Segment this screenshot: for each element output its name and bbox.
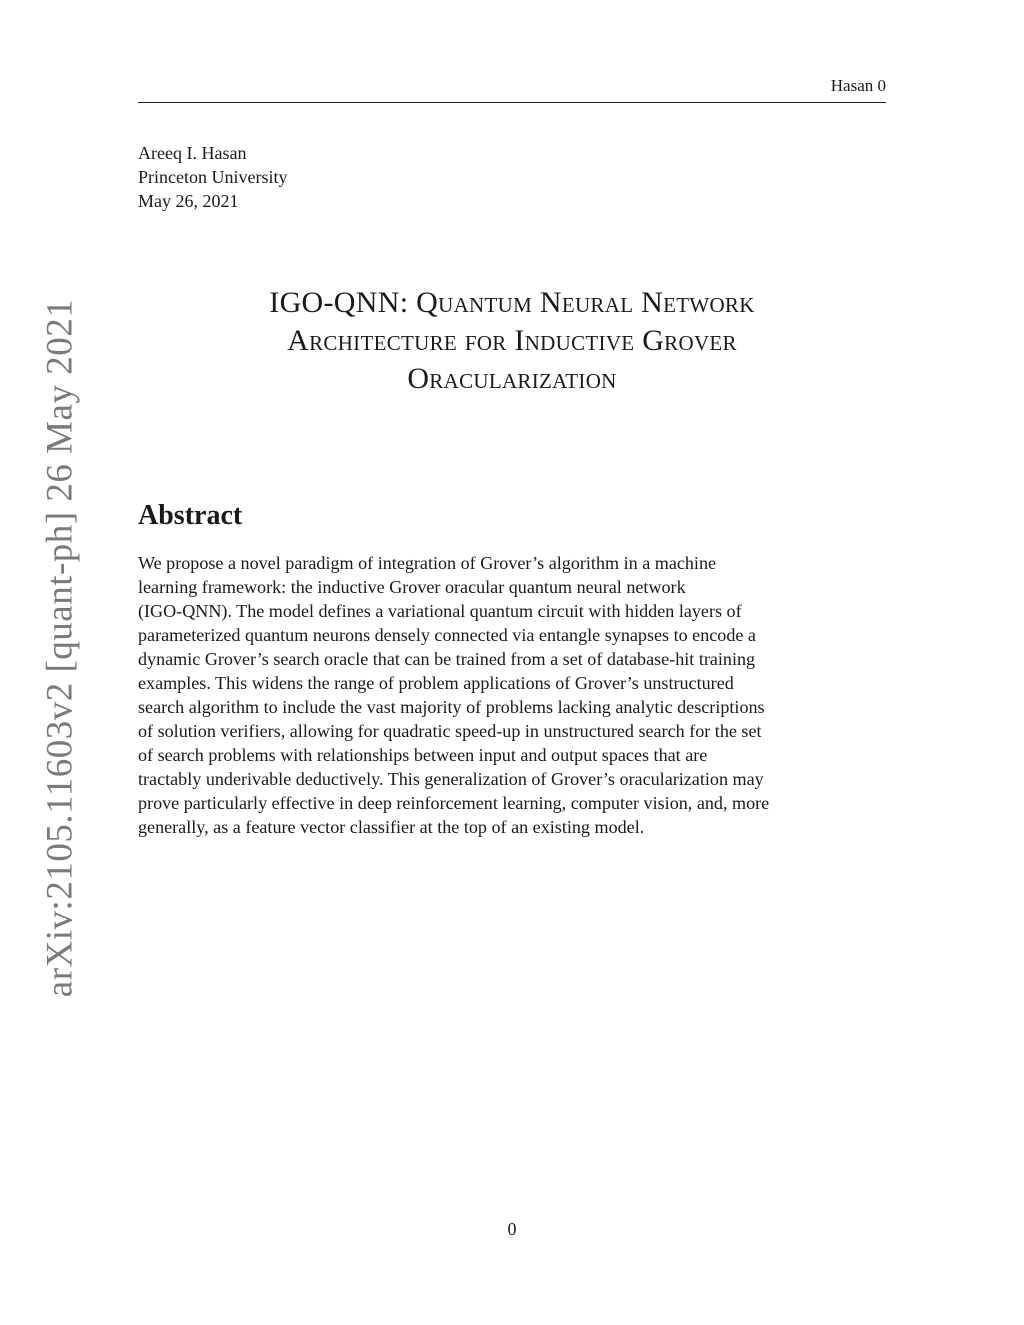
running-head: Hasan 0 [138, 76, 886, 103]
abstract-line: prove particularly effective in deep reinforcement learning, computer vision, and, more [138, 793, 770, 813]
paper-title [138, 284, 886, 398]
author-affiliation: Princeton University [138, 167, 288, 187]
page-number: 0 [507, 1219, 517, 1239]
title-line: IGO-QNN: Quantum Neural Network [269, 286, 755, 319]
abstract-line: We propose a novel paradigm of integration of Grover’s algorithm in a machine [138, 553, 717, 573]
author-block [138, 141, 287, 213]
abstract-line: tractably underivable deductively. This generalization of Grover’s oracularization may [138, 769, 764, 789]
author-name: Areeq I. Hasan [138, 143, 247, 163]
abstract-line: dynamic Grover’s search oracle that can be trained from a set of database-hit training [138, 649, 756, 669]
abstract-heading: Abstract [138, 500, 243, 531]
abstract-line: of search problems with relationships between input and output spaces that are [138, 745, 708, 765]
abstract-line: examples. This widens the range of problem applications of Grover’s unstructured [138, 673, 734, 693]
abstract-line: generally, as a feature vector classifier at the top of an existing model. [138, 817, 645, 837]
abstract-line: learning framework: the inductive Grover oracular quantum neural network [138, 577, 686, 597]
abstract-body [138, 551, 886, 839]
author-date: May 26, 2021 [138, 191, 239, 211]
title-line: Architecture for Inductive Grover [287, 324, 737, 357]
abstract-line: (IGO-QNN). The model defines a variational quantum circuit with hidden layers of [138, 601, 742, 621]
abstract-line: search algorithm to include the vast majority of problems lacking analytic descriptions [138, 697, 765, 717]
arxiv-stamp: arXiv:2105.11603v2 [quant-ph] 26 May 2021 [39, 298, 81, 998]
abstract-line: parameterized quantum neurons densely connected via entangle synapses to encode a [138, 625, 756, 645]
title-line: Oracularization [407, 362, 617, 395]
abstract-line: of solution verifiers, allowing for quadratic speed-up in unstructured search for the set [138, 721, 762, 741]
